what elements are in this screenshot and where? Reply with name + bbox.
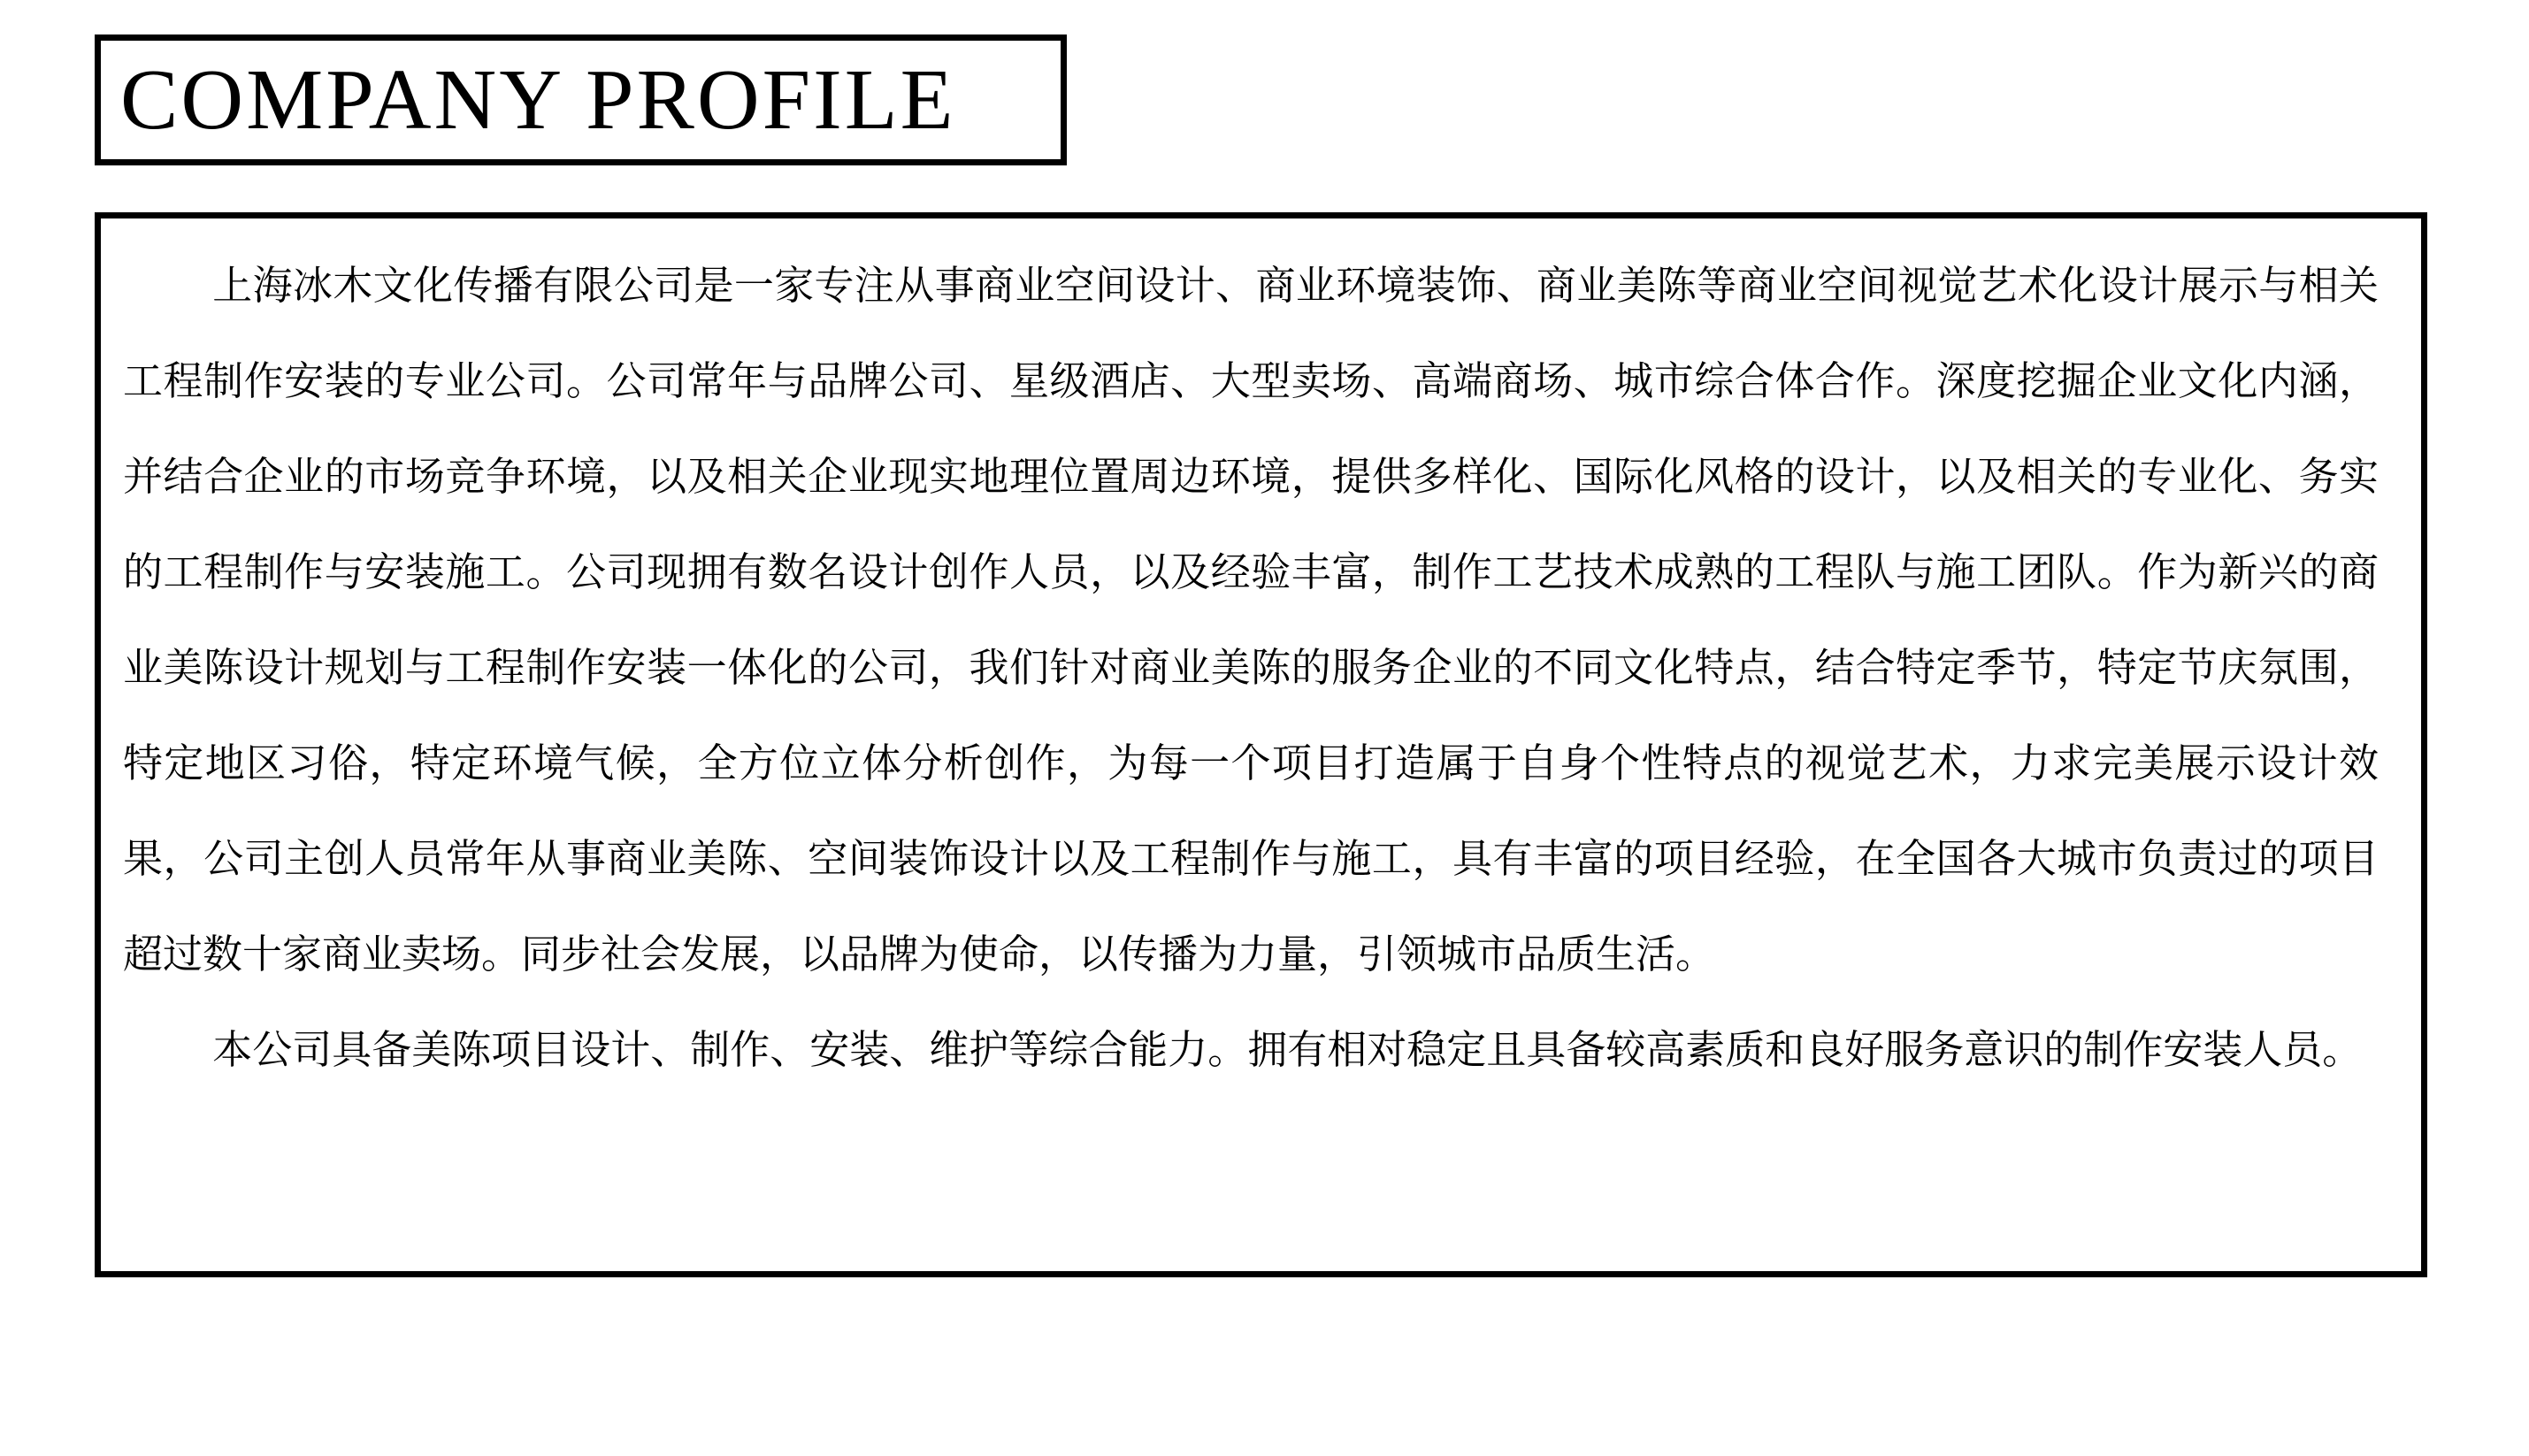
profile-content-box bbox=[95, 212, 2427, 1277]
page-title: COMPANY PROFILE bbox=[120, 52, 956, 148]
title-box bbox=[95, 34, 1067, 165]
profile-paragraph-intro: 上海冰木文化传播有限公司是一家专注从事商业空间设计、商业环境装饰、商业美陈等商业空间视觉艺术化设计展示与相关工程制作安装的专业公司。公司常年与品牌公司、星级酒店、大型卖场、高端商场、城市综合体合作。深度挖掘企业文化内涵，并结合企业的市场竞争环境，以及相关企业现实地理位置周边环境，提供多样化、国际化风格的设计，以及相关的专业化、务实的工程制作与安装施工。公司现拥有数名设计创作人员，以及经验丰富，制作工艺技术成熟的工程队与施工团队。作为新兴的商业美陈设计规划与工程制作安装一体化的公司，我们针对商业美陈的服务企业的不同文化特点，结合特定季节，特定节庆氛围，特定地区习俗，特定环境气候，全方位立体分析创作，为每一个项目打造属于自身个性特点的视觉艺术，力求完美展示设计效果，公司主创人员常年从事商业美陈、空间装饰设计以及工程制作与施工，具有丰富的项目经验，在全国各大城市负责过的项目超过数十家商业卖场。同步社会发展，以品牌为使命，以传播为力量，引领城市品质生活。 bbox=[123, 262, 2379, 977]
profile-paragraph-capabilities: 本公司具备美陈项目设计、制作、安装、维护等综合能力。拥有相对稳定且具备较高素质和良好服务意识的制作安装人员。 bbox=[212, 1026, 2363, 1073]
